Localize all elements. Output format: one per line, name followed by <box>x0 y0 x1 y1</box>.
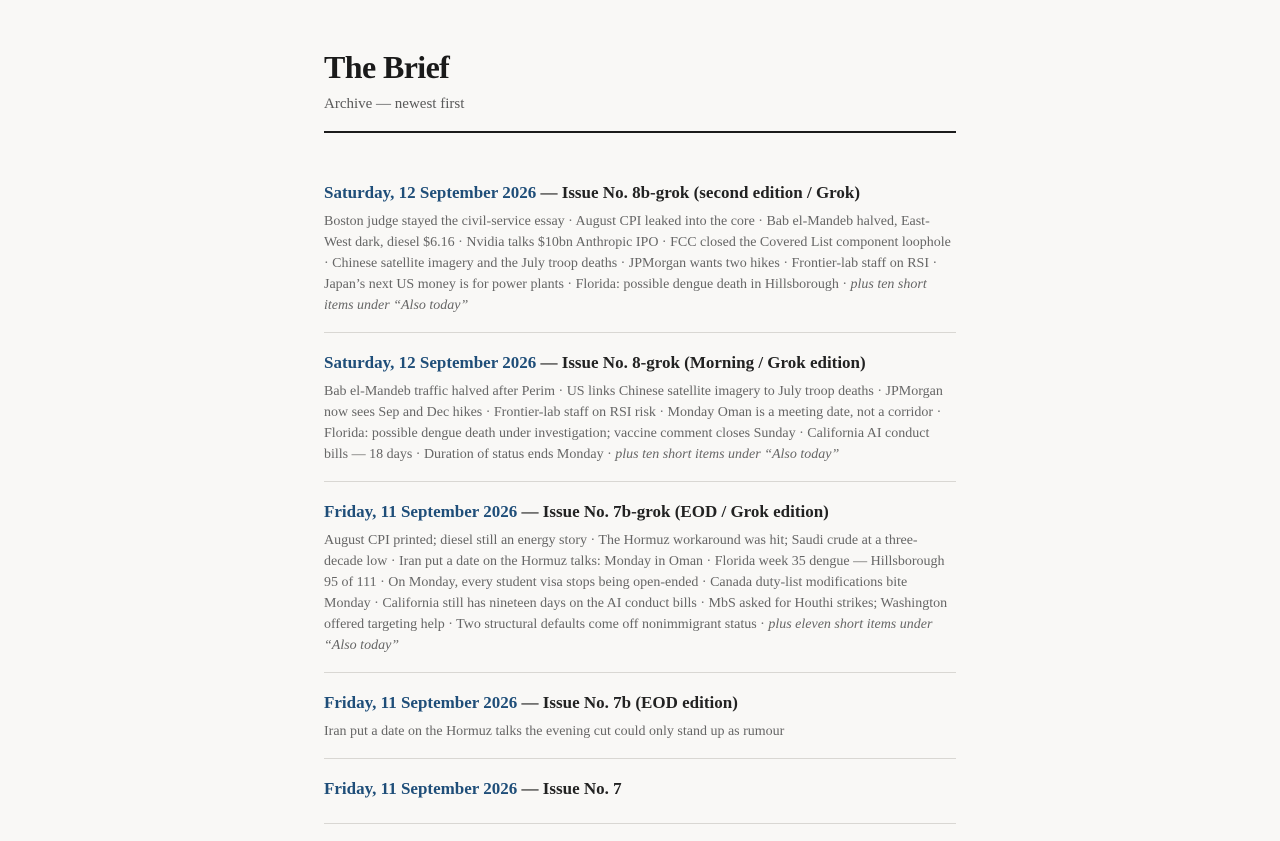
entry-summary-text: Iran put a date on the Hormuz talks the evening cut could only stand up as rumour <box>324 724 785 739</box>
entry-date-link[interactable]: Friday, 11 September 2026 <box>324 693 518 712</box>
entry-title <box>324 180 956 206</box>
entry-summary <box>324 211 956 316</box>
archive-entry <box>324 499 956 673</box>
entry-more-note: plus ten short items under “Also today” <box>324 277 927 313</box>
entry-date-link[interactable]: Friday, 11 September 2026 <box>324 502 518 521</box>
page <box>324 0 956 841</box>
entry-summary-text: August CPI printed; diesel still an energy story · The Hormuz workaround was hit; Saudi crude at a three-decade low · Iran put a date on the Hormuz talks: Monday in Oman · Florida week 35 dengue — Hillsborough 95 of 111 · On Monday, every student visa stops being open-ended · Canada duty-list modifications bite Monday · California still has nineteen days on the AI conduct bills · MbS asked for Houthi strikes; Washington offered targeting help · Two structural defaults come off nonimmigrant status · <box>324 533 948 632</box>
entry-date-link[interactable]: Saturday, 12 September 2026 <box>324 353 537 372</box>
entry-summary-text: Bab el-Mandeb traffic halved after Perim · US links Chinese satellite imagery to July troop deaths · JPMorgan now sees Sep and Dec hikes · Frontier-lab staff on RSI risk · Monday Oman is a meeting date, not a corridor · Florida: possible dengue death under investigation; vaccine comment closes Sunday · California AI conduct bills — 18 days · Duration of status ends Monday · <box>324 384 943 462</box>
entry-issue: — Issue No. 7b (EOD edition) <box>517 693 738 712</box>
site-subtitle: Archive — newest first <box>324 96 465 112</box>
entry-summary <box>324 721 956 742</box>
entry-issue: — Issue No. 7 <box>517 779 622 798</box>
entry-issue: — Issue No. 8-grok (Morning / Grok edition) <box>536 353 866 372</box>
archive-entry <box>324 180 956 333</box>
entry-issue: — Issue No. 7b-grok (EOD / Grok edition) <box>517 502 829 521</box>
entry-title <box>324 776 956 802</box>
entry-summary-text: Boston judge stayed the civil-service essay · August CPI leaked into the core · Bab el-Mandeb halved, East-West dark, diesel $6.16 · Nvidia talks $10bn Anthropic IPO · FCC closed the Covered List component loophole · Chinese satellite imagery and the July troop deaths · JPMorgan wants two hikes · Frontier-lab staff on RSI · Japan’s next US money is for power plants · Florida: possible dengue death in Hillsborough · <box>324 214 951 292</box>
entry-title <box>324 499 956 525</box>
masthead <box>324 0 956 133</box>
entry-date-link[interactable]: Saturday, 12 September 2026 <box>324 183 537 202</box>
archive-entry <box>324 776 956 824</box>
archive-list <box>324 180 956 824</box>
entry-summary <box>324 530 956 656</box>
entry-issue: — Issue No. 8b-grok (second edition / Grok) <box>536 183 861 202</box>
entry-more-note: plus eleven short items under “Also today” <box>324 617 933 653</box>
site-title: The Brief <box>324 49 450 85</box>
entry-title <box>324 350 956 376</box>
entry-title <box>324 690 956 716</box>
archive-entry <box>324 690 956 759</box>
archive-entry <box>324 350 956 482</box>
entry-summary <box>324 381 956 465</box>
entry-more-note: plus ten short items under “Also today” <box>615 447 840 462</box>
entry-date-link[interactable]: Friday, 11 September 2026 <box>324 779 518 798</box>
